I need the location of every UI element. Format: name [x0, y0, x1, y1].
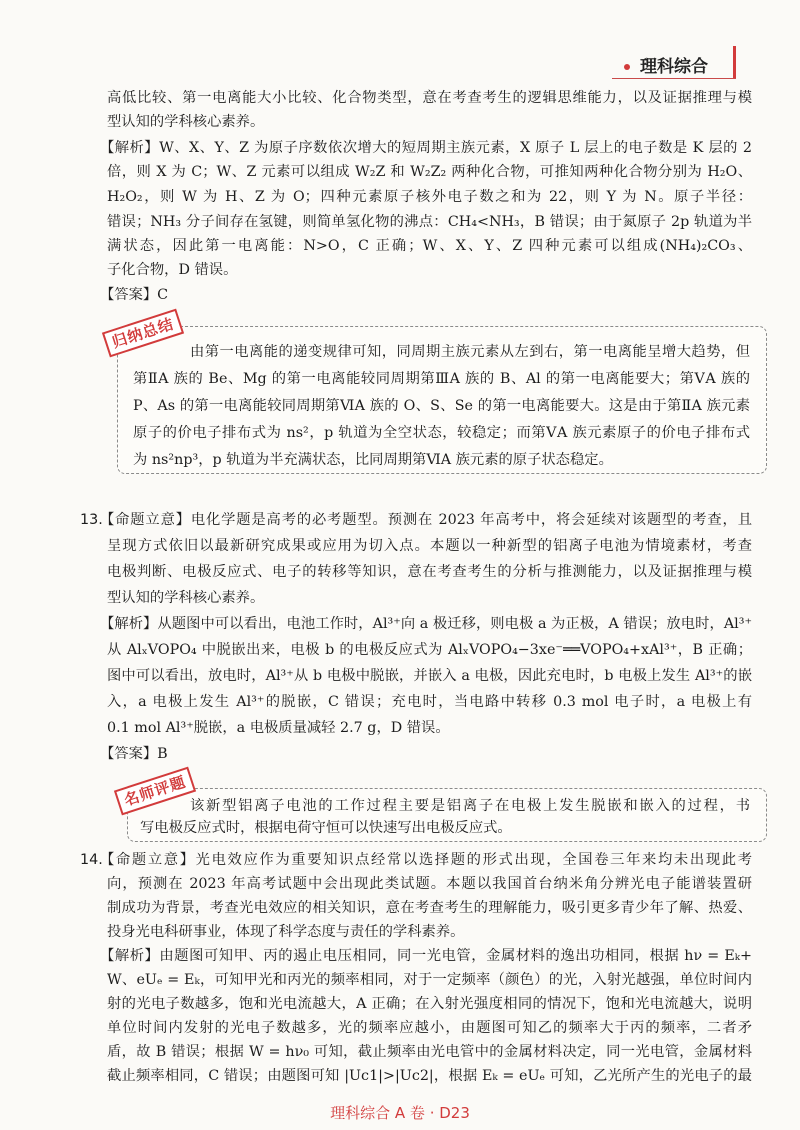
body-text-line: 【命题立意】电化学题是高考的必考题型。预测在 2023 年高考中，将会延续对该题型的考查，且	[100, 512, 752, 528]
body-text-line: 入，a 电极上发生 Al³⁺的脱嵌，C 错误；充电时，当电路中转移 0.3 mol 电子时，a 电极上有	[107, 694, 752, 710]
summary-note-stamp: 归纳总结	[102, 309, 184, 358]
body-text-line: 从 AlₓVOPO₄ 中脱嵌出来，电极 b 的电极反应式为 AlₓVOPO₄−3xe⁻══VOPO₄+xAl³⁺，B 正确；	[107, 642, 752, 658]
body-text-line: 倍，则 X 为 C；W、Z 元素可以组成 W₂Z 和 W₂Z₂ 两种化合物，可推知两种化合物分别为 H₂O、	[107, 164, 752, 180]
note-text-line: 该新型铝离子电池的工作过程主要是铝离子在电极上发生脱嵌和嵌入的过程，书	[190, 798, 750, 814]
note-text-line: 写电极反应式时，根据电荷守恒可以快速写出电极反应式。	[140, 820, 512, 836]
body-text-line: W、eUₑ = Eₖ，可知甲光和丙光的频率相同，对于一定频率（颜色）的光，入射光越强，单位时间内	[107, 972, 752, 988]
body-text-line: 高低比较、第一电离能大小比较、化合物类型，意在考查考生的逻辑思维能力，以及证据推理与模	[107, 90, 752, 106]
body-text-line: 型认知的学科核心素养。	[107, 114, 265, 130]
body-text-line: 图中可以看出，放电时，Al³⁺从 b 电极中脱嵌，并嵌入 a 电极，因此充电时，b 电极上发生 Al³⁺的嵌	[107, 668, 752, 684]
note-text-line: 由第一电离能的递变规律可知，同周期主族元素从左到右，第一电离能呈增大趋势，但	[190, 344, 750, 360]
body-text-line: 错误；NH₃ 分子间存在氢键，则简单氢化物的沸点：CH₄<NH₃，B 错误；由于氮原子 2p 轨道为半	[107, 214, 752, 230]
body-text-line: 呈现方式依旧以最新研究成果或应用为切入点。本题以一种新型的铝离子电池为情境素材，考查	[107, 538, 752, 554]
body-text-line: 投身光电科研事业，体现了科学态度与责任的学科素养。	[107, 924, 465, 940]
body-text-line: 【解析】由题图可知甲、丙的遏止电压相同，同一光电管，金属材料的逸出功相同，根据 hν = Eₖ+	[100, 948, 752, 964]
body-text-line: 射的光电子数越多，饱和光电流越大，A 正确；在入射光强度相同的情况下，饱和光电流越大，说明	[107, 996, 752, 1012]
teacher-comment-stamp: 名师评题	[114, 767, 196, 816]
page-footer: 理科综合 A 卷 · D23	[330, 1104, 470, 1122]
body-text-line: 单位时间内发射的光电子数越多，光的频率应越小，由题图可知乙的频率大于丙的频率，二者矛	[107, 1020, 752, 1036]
running-header	[612, 44, 736, 79]
header-title: 理科综合	[640, 57, 708, 77]
body-text-line: 电极判断、电极反应式、电子的转移等知识，意在考查考生的分析与推测能力，以及证据推理与模	[107, 564, 752, 580]
note-text-line: 为 ns²np³，p 轨道为半充满状态，比同周期第ⅥA 族元素的原子状态稳定。	[133, 452, 613, 468]
note-text-line: 第ⅡA 族的 Be、Mg 的第一电离能较同周期第ⅢA 族的 B、Al 的第一电离能要大；第ⅤA 族的	[133, 371, 750, 387]
body-text-line: 截止频率相同，C 错误；由题图可知 |Uc1|>|Uc2|，根据 Eₖ = eUₑ 可知，乙光所产生的光电子的最	[107, 1068, 752, 1084]
question-number-14: 14.	[80, 852, 103, 868]
answer-line: 【答案】B	[100, 746, 168, 762]
body-text-line: 制成功为背景，考查光电效应的相关知识，意在考查考生的理解能力，吸引更多青少年了解、热爱、	[107, 900, 752, 916]
note-text-line: P、As 的第一电离能较同周期第ⅥA 族的 O、S、Se 的第一电离能要大。这是由于第ⅡA 族元素	[133, 398, 750, 414]
body-text-line: 向，预测在 2023 年高考试题中会出现此类试题。本题以我国首台纳米角分辨光电子能谱装置研	[107, 876, 752, 892]
note-text-line: 原子的价电子排布式为 ns²，p 轨道为全空状态，较稳定；而第ⅤA 族元素原子的价电子排布式	[133, 425, 750, 441]
body-text-line: 0.1 mol Al³⁺脱嵌，a 电极质量减轻 2.7 g，D 错误。	[107, 720, 450, 736]
body-text-line: H₂O₂，则 W 为 H、Z 为 O；四种元素原子核外电子数之和为 22，则 Y 为 N。原子半径：	[107, 189, 752, 205]
question-number-13: 13.	[80, 512, 103, 528]
body-text-line: 【解析】从题图中可以看出，电池工作时，Al³⁺向 a 极迁移，则电极 a 为正极，A 错误；放电时，Al³⁺	[100, 616, 752, 632]
body-text-line: 子化合物，D 错误。	[107, 262, 238, 278]
body-text-line: 【命题立意】光电效应作为重要知识点经常以选择题的形式出现，全国卷三年来均未出现此考	[100, 852, 752, 868]
body-text-line: 【解析】W、X、Y、Z 为原子序数依次增大的短周期主族元素，X 原子 L 层上的电子数是 K 层的 2	[100, 140, 752, 156]
body-text-line: 满状态，因此第一电离能：N>O，C 正确；W、X、Y、Z 四种元素可以组成(NH₄)₂CO₃、	[107, 238, 752, 254]
body-text-line: 型认知的学科核心素养。	[107, 590, 265, 606]
answer-line: 【答案】C	[100, 287, 169, 303]
header-bar	[733, 46, 736, 78]
body-text-line: 盾，故 B 错误；根据 W = hν₀ 可知，截止频率由光电管中的金属材料决定，同一光电管，金属材料	[107, 1044, 752, 1060]
header-dot-icon	[624, 64, 630, 70]
